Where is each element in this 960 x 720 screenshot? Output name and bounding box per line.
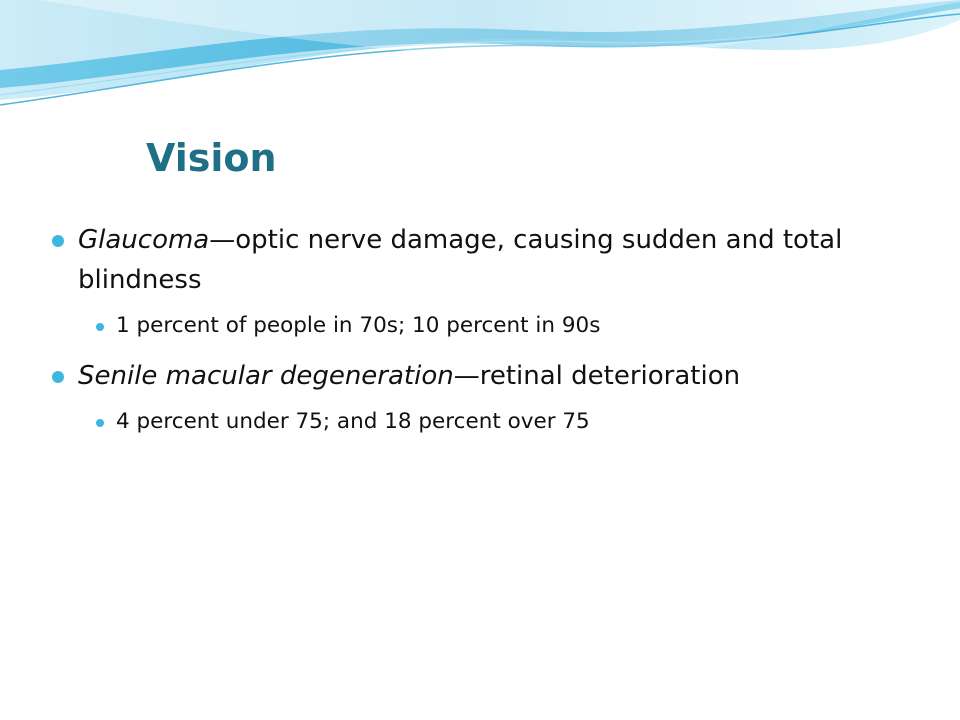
bullet-list <box>52 220 882 452</box>
wave-header-decoration <box>0 0 960 120</box>
sub-bullet-dot-icon <box>96 323 104 331</box>
bullet-text: retinal deterioration <box>479 361 741 391</box>
sub-bullet-macular-stats <box>96 406 882 438</box>
bullet-term: Senile macular degeneration <box>78 361 454 391</box>
bullet-separator: — <box>209 225 236 255</box>
sub-bullet-text: 1 percent of people in 70s; 10 percent in 90s <box>116 313 601 338</box>
sub-bullet-dot-icon <box>96 419 104 427</box>
bullet-separator: — <box>453 361 480 391</box>
bullet-item-macular-degeneration <box>52 356 882 396</box>
bullet-dot-icon <box>52 371 64 383</box>
sub-bullet-text: 4 percent under 75; and 18 percent over 75 <box>116 409 590 434</box>
bullet-text: optic nerve damage, causing sudden and total blindness <box>78 225 843 295</box>
slide-title: Vision <box>146 136 277 180</box>
bullet-item-glaucoma <box>52 220 882 300</box>
bullet-dot-icon <box>52 235 64 247</box>
bullet-term: Glaucoma <box>78 225 210 255</box>
sub-bullet-glaucoma-stats <box>96 310 882 342</box>
